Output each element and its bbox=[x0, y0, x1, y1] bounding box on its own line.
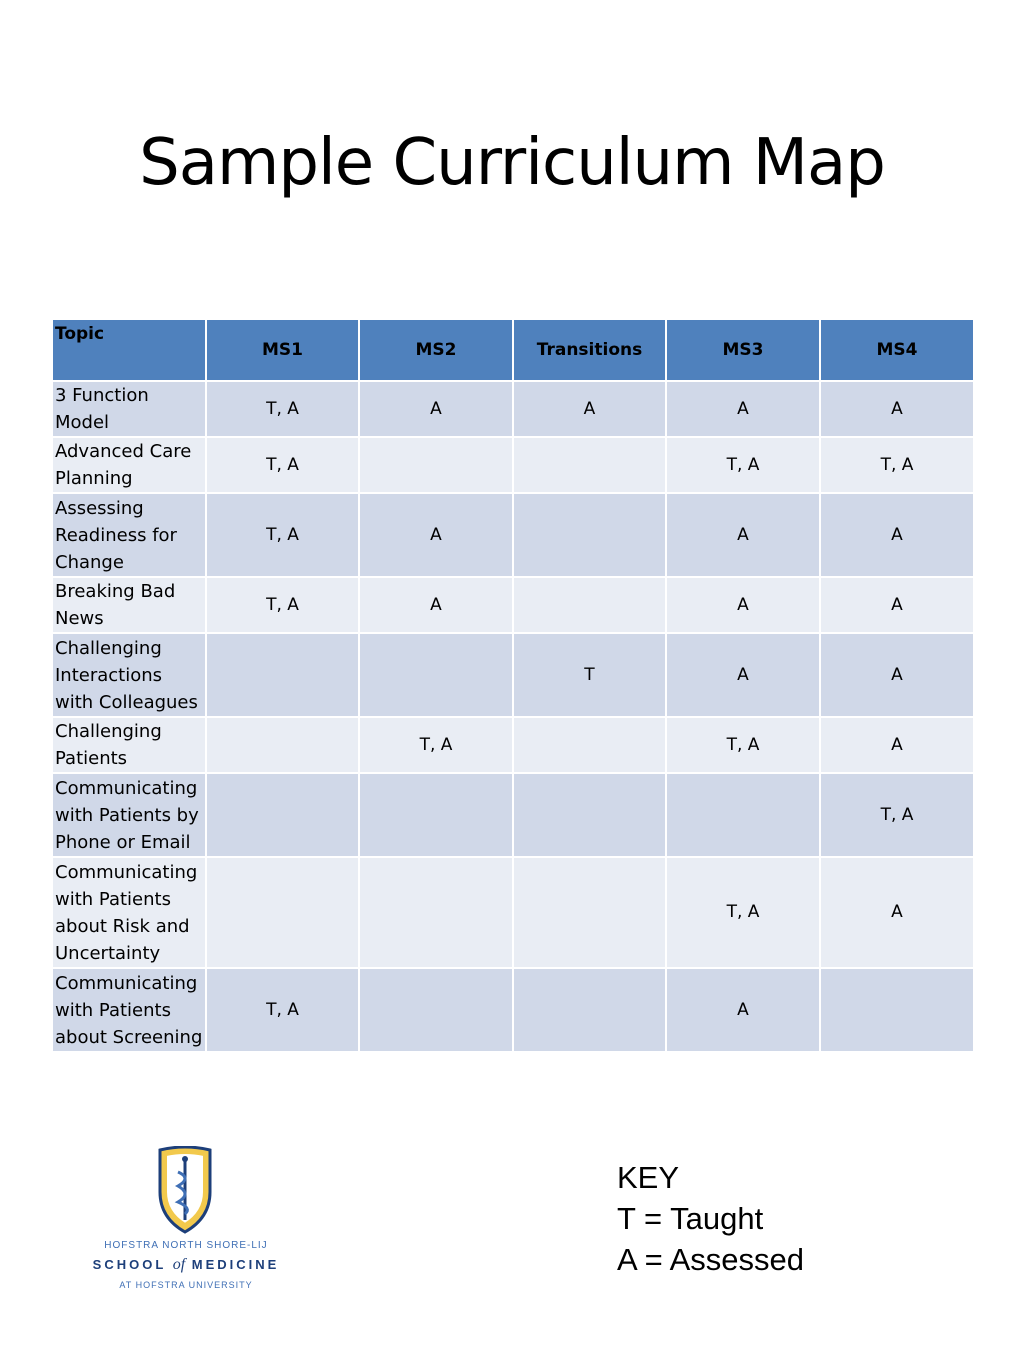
ms4-cell: A bbox=[820, 381, 974, 437]
header-ms4: MS4 bbox=[820, 319, 974, 381]
table-row bbox=[52, 437, 974, 493]
header-ms2: MS2 bbox=[359, 319, 513, 381]
ms1-cell: T, A bbox=[206, 493, 359, 577]
table-row bbox=[52, 577, 974, 633]
logo-line-school: SCHOOL of MEDICINE bbox=[92, 1256, 280, 1273]
topic-cell: Advanced Care Planning bbox=[52, 437, 206, 493]
ms2-cell bbox=[359, 968, 513, 1052]
ms4-cell bbox=[820, 968, 974, 1052]
topic-cell: 3 Function Model bbox=[52, 381, 206, 437]
ms3-cell: A bbox=[666, 577, 820, 633]
table-row bbox=[52, 857, 974, 968]
table-row bbox=[52, 968, 974, 1052]
transitions-cell bbox=[513, 968, 666, 1052]
header-topic: Topic bbox=[52, 319, 206, 381]
ms4-cell: T, A bbox=[820, 773, 974, 857]
header-ms1: MS1 bbox=[206, 319, 359, 381]
school-logo bbox=[78, 1146, 294, 1296]
ms3-cell: T, A bbox=[666, 857, 820, 968]
ms1-cell bbox=[206, 633, 359, 717]
ms3-cell: A bbox=[666, 493, 820, 577]
ms1-cell bbox=[206, 717, 359, 773]
ms4-cell: A bbox=[820, 717, 974, 773]
ms2-cell: A bbox=[359, 493, 513, 577]
header-ms3: MS3 bbox=[666, 319, 820, 381]
ms2-cell bbox=[359, 437, 513, 493]
topic-cell: Challenging Patients bbox=[52, 717, 206, 773]
ms2-cell: A bbox=[359, 381, 513, 437]
ms2-cell bbox=[359, 773, 513, 857]
transitions-cell bbox=[513, 717, 666, 773]
table-row bbox=[52, 381, 974, 437]
logo-line-university: AT HOFSTRA UNIVERSITY bbox=[119, 1280, 253, 1290]
topic-cell: Communicating with Patients about Risk and Uncertainty bbox=[52, 857, 206, 968]
ms2-cell bbox=[359, 857, 513, 968]
ms3-cell: T, A bbox=[666, 717, 820, 773]
ms4-cell: A bbox=[820, 633, 974, 717]
ms2-cell: A bbox=[359, 577, 513, 633]
transitions-cell bbox=[513, 857, 666, 968]
table-row bbox=[52, 773, 974, 857]
transitions-cell bbox=[513, 493, 666, 577]
caduceus-shield-icon bbox=[156, 1146, 214, 1234]
ms4-cell: A bbox=[820, 493, 974, 577]
ms1-cell bbox=[206, 773, 359, 857]
ms1-cell: T, A bbox=[206, 381, 359, 437]
ms4-cell: A bbox=[820, 577, 974, 633]
key-heading: KEY bbox=[617, 1160, 680, 1195]
topic-cell: Challenging Interactions with Colleagues bbox=[52, 633, 206, 717]
ms4-cell: A bbox=[820, 857, 974, 968]
table-row bbox=[52, 633, 974, 717]
ms2-cell: T, A bbox=[359, 717, 513, 773]
transitions-cell bbox=[513, 577, 666, 633]
key-taught: T = Taught bbox=[617, 1201, 764, 1236]
ms1-cell: T, A bbox=[206, 968, 359, 1052]
ms1-cell: T, A bbox=[206, 437, 359, 493]
transitions-cell: T bbox=[513, 633, 666, 717]
table-row bbox=[52, 493, 974, 577]
ms3-cell: T, A bbox=[666, 437, 820, 493]
slide-title: Sample Curriculum Map bbox=[139, 126, 885, 200]
ms3-cell bbox=[666, 773, 820, 857]
ms3-cell: A bbox=[666, 633, 820, 717]
ms1-cell bbox=[206, 857, 359, 968]
logo-line-hofstra: HOFSTRA NORTH SHORE-LIJ bbox=[104, 1240, 268, 1251]
ms2-cell bbox=[359, 633, 513, 717]
topic-cell: Breaking Bad News bbox=[52, 577, 206, 633]
topic-cell: Communicating with Patients by Phone or Email bbox=[52, 773, 206, 857]
table-row bbox=[52, 717, 974, 773]
legend-key bbox=[617, 1157, 804, 1280]
transitions-cell: A bbox=[513, 381, 666, 437]
topic-cell: Communicating with Patients about Screening bbox=[52, 968, 206, 1052]
topic-cell: Assessing Readiness for Change bbox=[52, 493, 206, 577]
curriculum-table bbox=[51, 318, 975, 1053]
ms3-cell: A bbox=[666, 968, 820, 1052]
ms4-cell: T, A bbox=[820, 437, 974, 493]
transitions-cell bbox=[513, 773, 666, 857]
table-header-row bbox=[52, 319, 974, 381]
key-assessed: A = Assessed bbox=[617, 1242, 804, 1277]
ms3-cell: A bbox=[666, 381, 820, 437]
transitions-cell bbox=[513, 437, 666, 493]
header-transitions: Transitions bbox=[513, 319, 666, 381]
ms1-cell: T, A bbox=[206, 577, 359, 633]
